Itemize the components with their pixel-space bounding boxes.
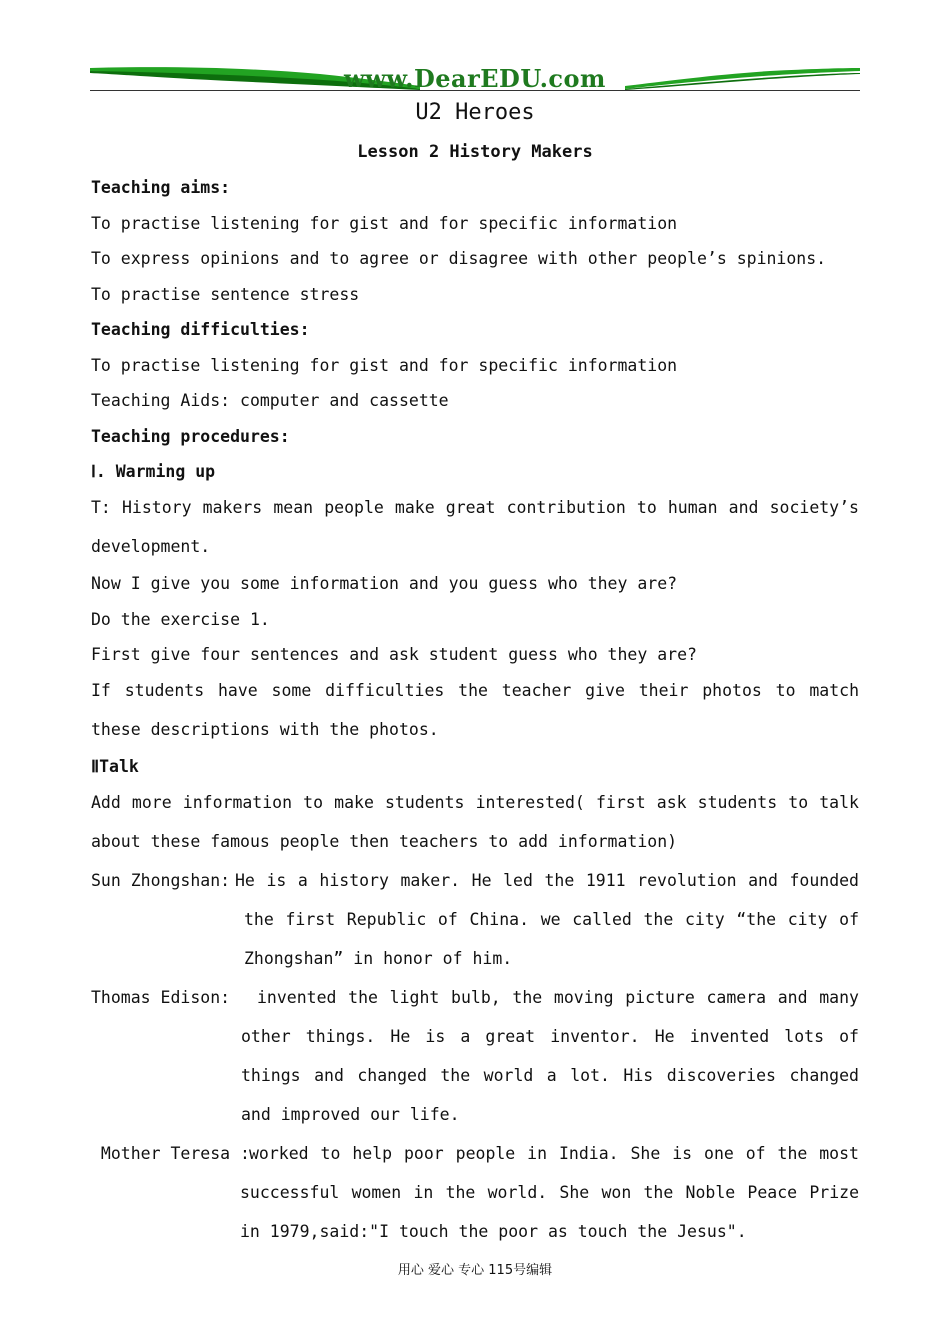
aim-item: To practise listening for gist and for specific information [91, 213, 678, 233]
teaching-aids: Teaching Aids: computer and cassette [91, 391, 449, 410]
doc-title: U2 Heroes [415, 100, 535, 125]
site-url: www.DearEDU.com [344, 64, 606, 93]
warmup-paragraph: T: History makers mean people make great contribution to human and society’s development. [91, 498, 859, 556]
warmup-paragraph: If students have some difficulties the teacher give their photos to match these descriptions with the photos. [91, 681, 859, 739]
warmup-paragraph: Do the exercise 1. [91, 609, 270, 629]
talk-intro: Add more information to make students interested( first ask students to talk about these famous people then teachers to add information) [91, 793, 859, 851]
person-label: Thomas Edison: [91, 988, 231, 1007]
person-entry-thomas-edison [91, 978, 859, 1134]
person-entry-mother-teresa [91, 1134, 859, 1251]
warmup-paragraph: First give four sentences and ask student guess who they are? [91, 645, 697, 664]
person-description: worked to help poor people in India. She is one of the most successful women in the world. She won the Noble Peace Prize in 1979,said:"I touch the poor as touch the Jesus". [240, 1144, 859, 1241]
difficulties-heading: Teaching difficulties: [91, 320, 310, 339]
talk-heading: ⅡTalk [91, 757, 139, 776]
person-entry-sun-zhongshan [91, 861, 859, 978]
person-label: Mother Teresa : [91, 1144, 250, 1163]
doc-subtitle: Lesson 2 History Makers [357, 142, 593, 162]
aim-item: To express opinions and to agree or disagree with other people’s spinions. [91, 249, 827, 268]
warmup-heading: Ⅰ. Warming up [91, 462, 216, 481]
header-rule [90, 90, 860, 91]
person-description: invented the light bulb, the moving picture camera and many other things. He is a great inventor. He invented lots of things and changed the world a lot. His discoveries changed and improved our life. [241, 988, 859, 1124]
person-label: Sun Zhongshan: [91, 871, 231, 890]
procedures-heading: Teaching procedures: [91, 426, 290, 446]
difficulties-text: To practise listening for gist and for specific information [91, 355, 678, 375]
person-description: He is a history maker. He led the 1911 revolution and founded the first Republic of China. we called the city “the city of Zhongshan” in honor of him. [235, 871, 859, 968]
aim-item: To practise sentence stress [91, 284, 360, 304]
aims-heading: Teaching aims: [91, 178, 231, 197]
page-footer: 用心 爱心 专心 115号编辑 [397, 1263, 553, 1278]
lesson-body [91, 170, 859, 1251]
warmup-paragraph: Now I give you some information and you guess who they are? [91, 574, 678, 593]
